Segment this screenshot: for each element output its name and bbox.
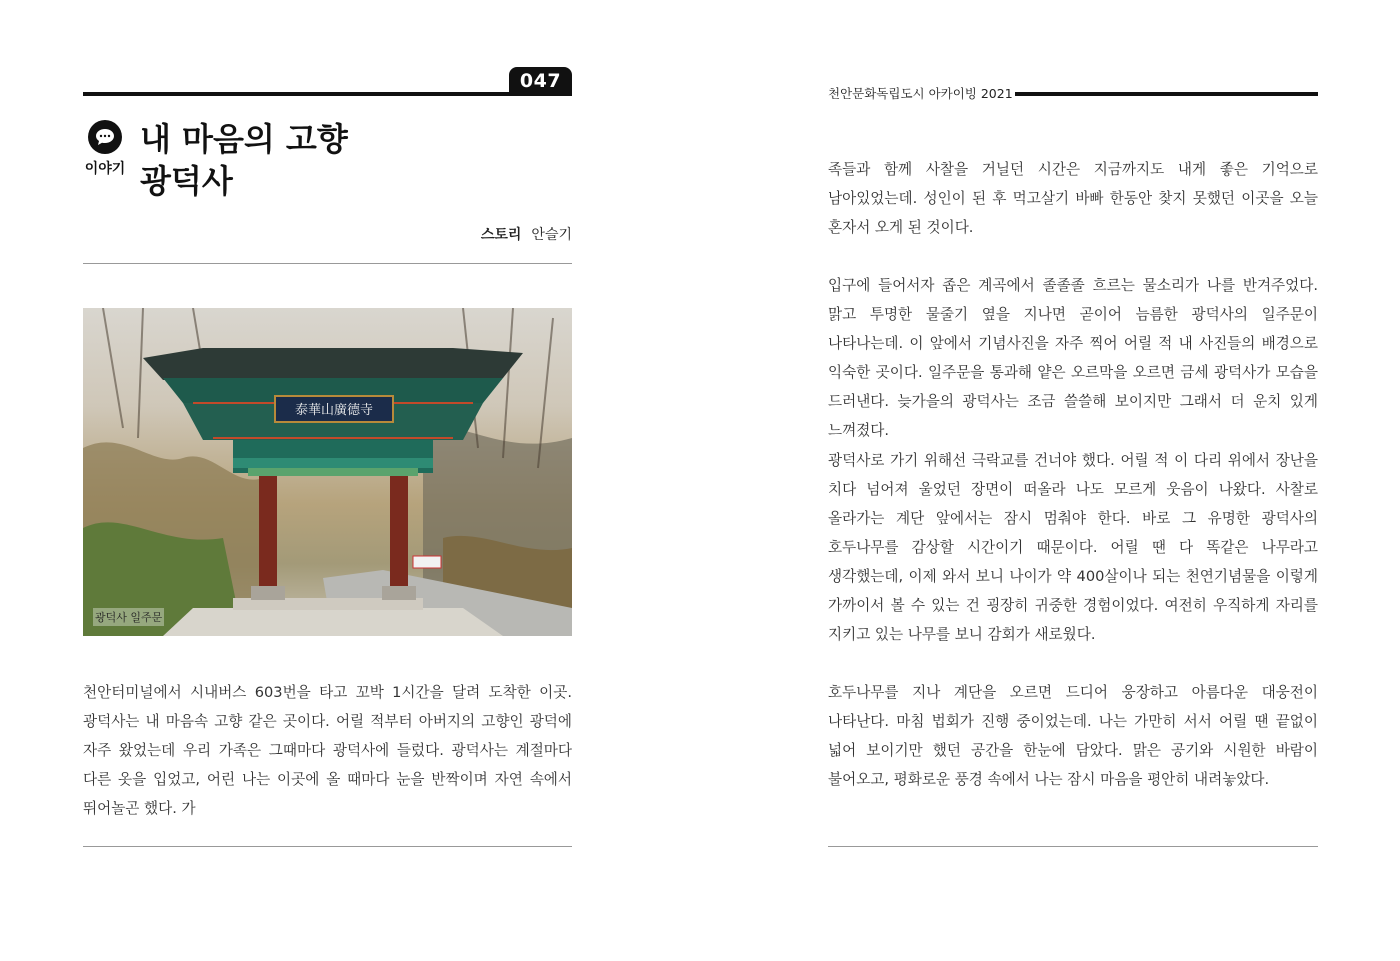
byline-role: 스토리 [480,227,522,243]
right-paragraph-3: 광덕사로 가기 위해선 극락교를 건너야 했다. 어릴 적 이 다리 위에서 장난을 치다 넘어져 울었던 장면이 떠올라 나도 모르게 웃음이 나왔다. 사찰로 올라가는 계단 앞에서는 잠시 멈춰야 한다. 바로 그 유명한 광덕사의 호두나무를 감상할 시간이기 때문이다. 어릴 땐 다 똑같은 나무라고 생각했는데, 이제 와서 보니 나이가 약 400살이나 되는 천연기념물을 이렇게 가까이서 볼 수 있는 건 굉장히 귀중한 경험이었다. 여전히 우직하게 자리를 지키고 있는 나무를 보니 감회가 새로웠다. [828,452,1318,643]
title-line-1: 내 마음의 고향 [140,120,348,158]
right-paragraph-1: 족들과 함께 사찰을 거닐던 시간은 지금까지도 내게 좋은 기억으로 남아있었는데. 성인이 된 후 먹고살기 바빠 한동안 찾지 못했던 이곳을 오늘 혼자서 오게 된 것이다. [828,161,1318,236]
category-label: 이야기 [84,161,126,177]
photo-caption: 광덕사 일주문 [93,608,164,626]
title-line-2: 광덕사 [140,162,233,200]
byline-author: 안슬기 [531,227,572,243]
header-rule [83,92,572,96]
right-footer-rule [828,846,1318,847]
left-body-paragraph: 천안터미널에서 시내버스 603번을 타고 꼬박 1시간을 달려 도착한 이곳. 광덕사는 내 마음속 고향 같은 곳이다. 어릴 적부터 아버지의 고향인 광덕에 자주 왔었는데 우리 가족은 그때마다 광덕사에 들렀다. 광덕사는 계절마다 다른 옷을 입었고, 어린 나는 이곳에 올 때마다 눈을 반짝이며 자연 속에서 뛰어놀곤 했다. 가 [83,684,572,817]
temple-gate-illustration [83,308,572,636]
page-number-tab: 047 [509,67,572,94]
category-badge [83,120,127,178]
title-divider [83,263,572,264]
speech-bubble-icon [88,120,122,154]
right-page [828,0,1318,961]
temple-gate-photo [83,308,572,636]
left-footer-rule [83,846,572,847]
byline [481,224,572,244]
right-paragraph-4: 호두나무를 지나 계단을 오르면 드디어 웅장하고 아름다운 대웅전이 나타난다. 마침 법회가 진행 중이었는데. 나는 가만히 서서 어릴 땐 끝없이 넓어 보이기만 했던 공간을 한눈에 담았다. 맑은 공기와 시원한 바람이 불어오고, 평화로운 풍경 속에서 나는 잠시 마음을 평안히 내려놓았다. [828,684,1318,788]
right-paragraph-2: 입구에 들어서자 좁은 계곡에서 졸졸졸 흐르는 물소리가 나를 반겨주었다. 맑고 투명한 물줄기 옆을 지나면 곧이어 늠름한 광덕사의 일주문이 나타나는데. 이 앞에서 기념사진을 자주 찍어 어릴 적 내 사진들의 배경으로 익숙한 곳이다. 일주문을 통과해 얕은 오르막을 오르면 금세 광덕사가 모습을 드러낸다. 늦가을의 광덕사는 조금 쓸쓸해 보이지만 그래서 더 운치 있게 느껴졌다. [828,277,1318,439]
left-page [83,0,572,961]
header-rule-right [1015,92,1318,96]
article-title [140,118,348,202]
running-title: 천안문화독립도시 아카이빙 2021 [828,86,1013,101]
gate-sign-text: 泰華山廣德寺 [294,403,374,418]
